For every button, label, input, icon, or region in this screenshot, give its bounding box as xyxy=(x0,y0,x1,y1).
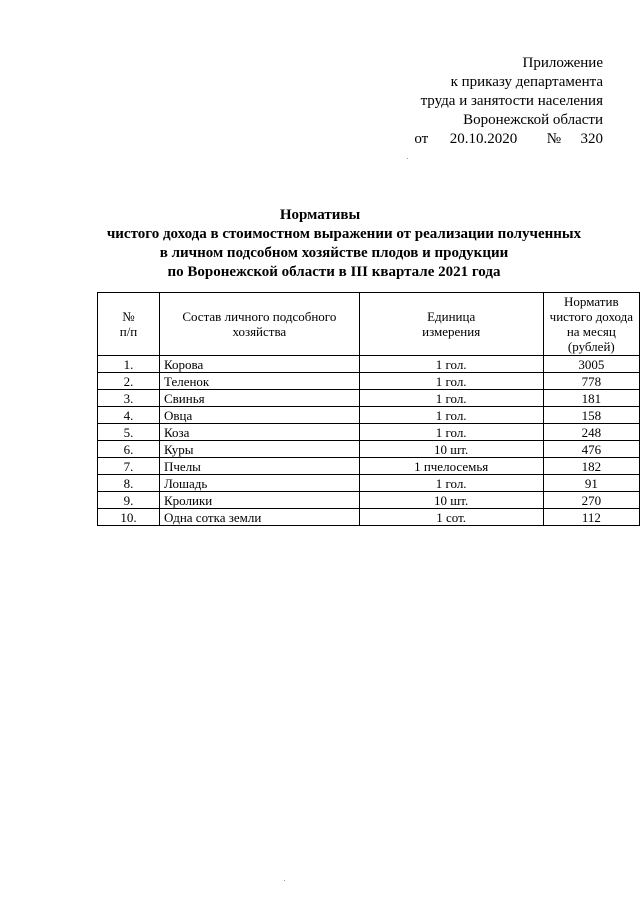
row-number: 1. xyxy=(98,356,160,373)
header-norm: Норматив чистого дохода на месяц (рублей) xyxy=(543,293,639,356)
appendix-line: к приказу департамента xyxy=(450,74,603,90)
row-name: Кролики xyxy=(160,492,360,509)
row-name: Пчелы xyxy=(160,458,360,475)
row-number: 9. xyxy=(98,492,160,509)
norms-table xyxy=(97,292,640,526)
row-norm: 3005 xyxy=(543,356,639,373)
row-number: 10. xyxy=(98,509,160,526)
row-number: 2. xyxy=(98,373,160,390)
row-name: Свинья xyxy=(160,390,360,407)
row-unit: 1 гол. xyxy=(359,373,543,390)
table-row xyxy=(98,509,640,526)
header-unit: Единица измерения xyxy=(359,293,543,356)
row-norm: 270 xyxy=(543,492,639,509)
row-unit: 1 гол. xyxy=(359,390,543,407)
table-row xyxy=(98,373,640,390)
row-number: 5. xyxy=(98,424,160,441)
appendix-line: Воронежской области xyxy=(463,112,603,128)
row-unit: 1 гол. xyxy=(359,424,543,441)
row-name: Теленок xyxy=(160,373,360,390)
table-header-row xyxy=(98,293,640,356)
row-number: 8. xyxy=(98,475,160,492)
order-date: 20.10.2020 xyxy=(449,131,518,147)
row-norm: 181 xyxy=(543,390,639,407)
row-name: Корова xyxy=(160,356,360,373)
appendix-line: Приложение xyxy=(522,55,603,71)
row-unit: 10 шт. xyxy=(359,492,543,509)
row-unit: 1 гол. xyxy=(359,356,543,373)
row-norm: 778 xyxy=(543,373,639,390)
title-line: чистого дохода в стоимостном выражении от реализации полученных xyxy=(106,226,582,242)
row-name: Куры xyxy=(160,441,360,458)
row-number: 3. xyxy=(98,390,160,407)
row-unit: 1 пчелосемья xyxy=(359,458,543,475)
title-line: по Воронежской области в III квартале 2021 года xyxy=(167,264,501,280)
row-number: 4. xyxy=(98,407,160,424)
appendix-line: труда и занятости населения xyxy=(420,93,603,109)
order-date-row xyxy=(414,130,603,149)
title-line: Нормативы xyxy=(279,207,361,223)
row-unit: 1 сот. xyxy=(359,509,543,526)
row-norm: 158 xyxy=(543,407,639,424)
table-row xyxy=(98,356,640,373)
row-name: Овца xyxy=(160,407,360,424)
scan-speck xyxy=(284,880,285,881)
table-row xyxy=(98,458,640,475)
row-unit: 1 гол. xyxy=(359,407,543,424)
title-line: в личном подсобном хозяйстве плодов и продукции xyxy=(159,245,509,261)
row-number: 7. xyxy=(98,458,160,475)
table-row xyxy=(98,390,640,407)
row-number: 6. xyxy=(98,441,160,458)
row-unit: 1 гол. xyxy=(359,475,543,492)
table-body xyxy=(98,356,640,526)
row-norm: 248 xyxy=(543,424,639,441)
row-norm: 476 xyxy=(543,441,639,458)
row-norm: 91 xyxy=(543,475,639,492)
number-sign: № xyxy=(546,131,561,147)
row-norm: 112 xyxy=(543,509,639,526)
appendix-block xyxy=(414,54,603,149)
table-row xyxy=(98,441,640,458)
header-num: № п/п xyxy=(98,293,160,356)
row-norm: 182 xyxy=(543,458,639,475)
table-row xyxy=(98,475,640,492)
order-number: 320 xyxy=(580,131,603,147)
table-row xyxy=(98,492,640,509)
row-name: Коза xyxy=(160,424,360,441)
row-unit: 10 шт. xyxy=(359,441,543,458)
header-name: Состав личного подсобного хозяйства xyxy=(160,293,360,356)
document-title xyxy=(0,206,640,282)
date-prefix: от xyxy=(414,131,429,147)
table-row xyxy=(98,424,640,441)
row-name: Лошадь xyxy=(160,475,360,492)
scan-speck xyxy=(407,158,408,159)
table-row xyxy=(98,407,640,424)
row-name: Одна сотка земли xyxy=(160,509,360,526)
